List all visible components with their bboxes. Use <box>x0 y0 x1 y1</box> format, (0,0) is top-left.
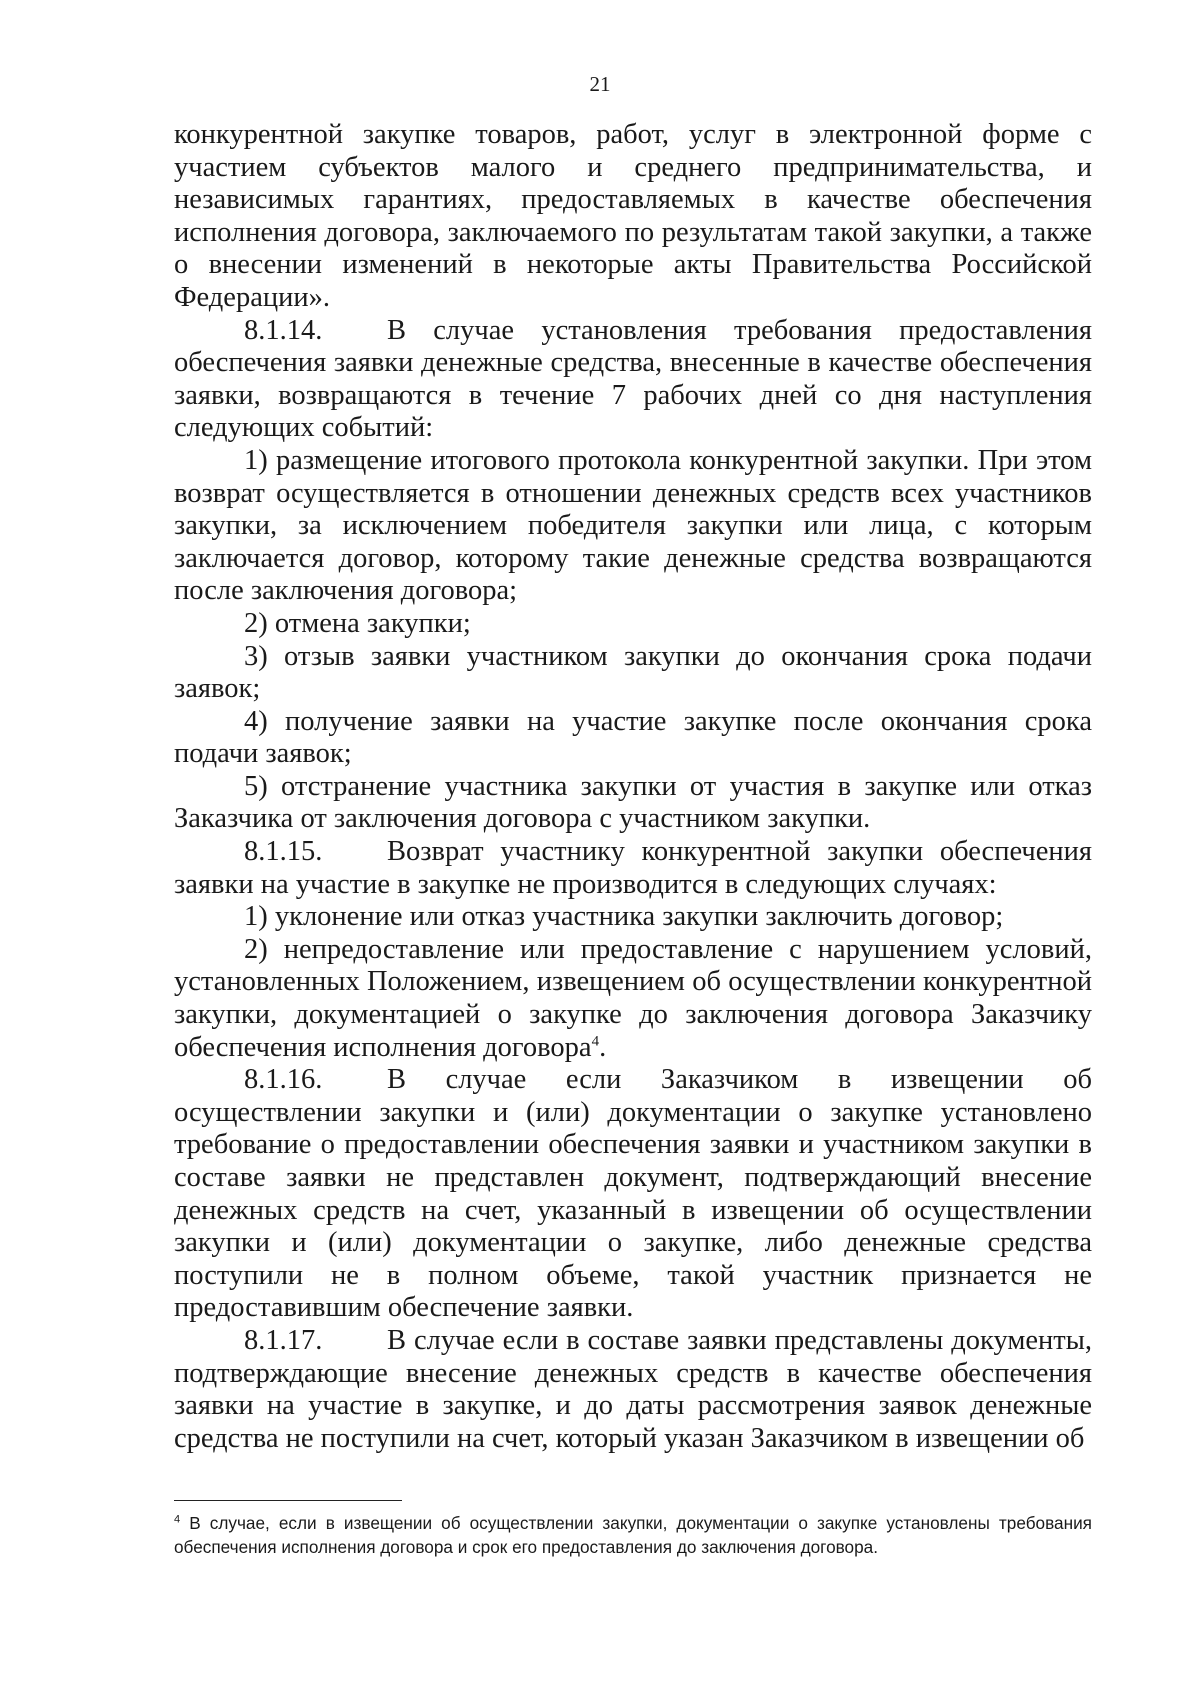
page-number: 21 <box>589 72 611 96</box>
list-item-1: 1) уклонение или отказ участника закупки заключить договор; <box>244 901 1004 933</box>
clause-8-1-16 <box>174 1064 1092 1325</box>
list-item-text: 2) непредоставление или предоставление с нарушением условий, установленных Положением, извещением об осуществлении конкурентной закупки, документацией о закупке до заключения договора Заказчику обеспечения исполнения договора <box>174 933 1092 1063</box>
footnote-text: В случае, если в извещении об осуществлении закупки, документации о закупке установлены требования обеспечения исполнения договора и срок его предоставления до заключения договора. <box>174 1513 1092 1557</box>
list-item-1: 1) размещение итогового протокола конкурентной закупки. При этом возврат осуществляется в отношении денежных средств всех участников закупки, за исключением победителя закупки или лица, с которым заключается договор, которому такие денежные средства возвращаются после заключения договора; <box>174 444 1092 607</box>
list-item-5: 5) отстранение участника закупки от участия в закупке или отказ Заказчика от заключения договора с участником закупки. <box>174 770 1092 835</box>
list-item-2: 2) отмена закупки; <box>244 607 471 639</box>
clause-number: 8.1.17. <box>244 1324 323 1356</box>
clause-8-1-15 <box>174 836 1092 901</box>
document-body <box>174 119 1092 1455</box>
list-item-3: 3) отзыв заявки участником закупки до окончания срока подачи заявок; <box>174 640 1092 705</box>
clause-text: В случае установления требования предоставления обеспечения заявки денежные средства, внесенные в качестве обеспечения заявки, возвращаются в течение 7 рабочих дней со дня наступления следующих событий: <box>174 314 1092 444</box>
clause-text: Возврат участнику конкурентной закупки обеспечения заявки на участие в закупке не производится в следующих случаях: <box>174 836 1092 900</box>
clause-8-1-17 <box>174 1325 1092 1455</box>
clause-text: В случае если Заказчиком в извещении об осуществлении закупки и (или) документации о закупке установлено требование о предоставлении обеспечения заявки и участником закупки в составе заявки не представлен документ, подтверждающий внесение денежных средств на счет, указанный в извещении об осуществлении закупки и (или) документации о закупке, либо денежные средства поступили не в полном объеме, такой участник признается не предоставившим обеспечение заявки. <box>174 1064 1092 1324</box>
list-item-end: . <box>599 1031 607 1063</box>
clause-number: 8.1.14. <box>244 314 323 346</box>
footnote-separator <box>174 1500 402 1501</box>
clause-number: 8.1.15. <box>244 836 323 868</box>
list-item-4: 4) получение заявки на участие закупке после окончания срока подачи заявок; <box>174 705 1092 770</box>
footnote <box>174 1511 1092 1559</box>
list-item-2 <box>174 934 1092 1064</box>
paragraph-intro: конкурентной закупке товаров, работ, услуг в электронной форме с участием субъектов малого и среднего предпринимательства, и независимых гарантиях, предоставляемых в качестве обеспечения исполнения договора, заключаемого по результатам такой закупки, а также о внесении изменений в некоторые акты Правительства Российской Федерации». <box>174 119 1092 313</box>
footnote-marker: 4 <box>174 1513 181 1526</box>
clause-text: В случае если в составе заявки представлены документы, подтверждающие внесение денежных средств в качестве обеспечения заявки на участие в закупке, и до даты рассмотрения заявок денежные средства не поступили на счет, который указан Заказчиком в извещении об <box>174 1324 1092 1454</box>
clause-number: 8.1.16. <box>244 1064 323 1096</box>
footnote-reference[interactable]: 4 <box>591 1033 600 1050</box>
clause-8-1-14 <box>174 315 1092 445</box>
